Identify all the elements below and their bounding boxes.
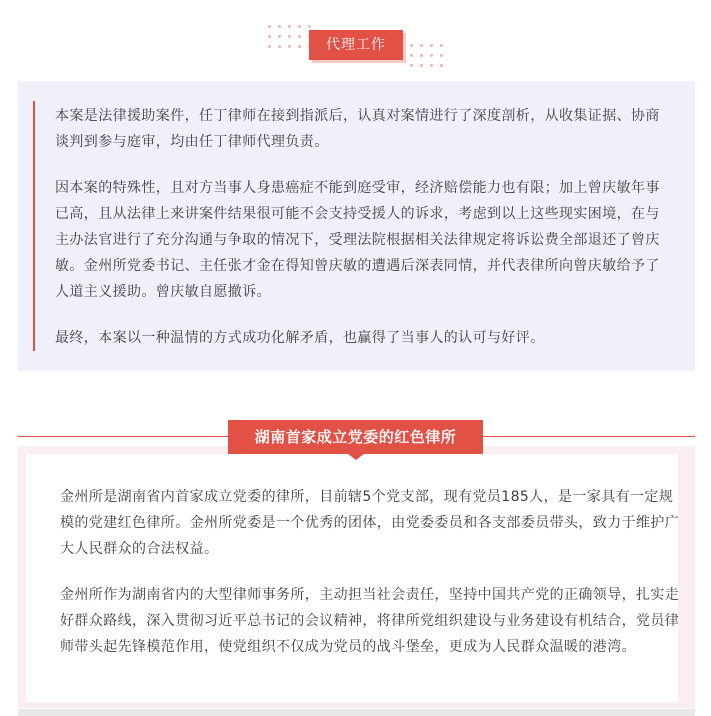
divider-line-right — [474, 436, 695, 437]
section-banner-red-law-firm: 湖南首家成立党委的红色律所 — [228, 420, 483, 454]
law-firm-intro-text — [60, 484, 680, 680]
accent-bar — [33, 101, 35, 351]
case-description-text — [55, 103, 673, 371]
bottom-strip — [18, 709, 695, 716]
paragraph: 因本案的特殊性，且对方当事人身患癌症不能到庭受审，经济赔偿能力也有限；加上曾庆敏年事已高，且从法律上来讲案件结果很可能不会支持受援人的诉求，考虑到以上这些现实困境，在与主办法官进行了充分沟通与争取的情况下，受理法院根据相关法律规定将诉讼费全部退还了曾庆敏。金州所党委书记、主任张才金在得知曾庆敏的遭遇后深表同情，并代表律所向曾庆敏给予了人道主义援助。曾庆敏自愿撤诉。 — [55, 180, 660, 300]
divider-line-left — [18, 436, 236, 437]
paragraph: 本案是法律援助案件，任丁律师在接到指派后，认真对案情进行了深度剖析，从收集证据、协商谈判到参与庭审，均由任丁律师代理负责。 — [55, 108, 660, 150]
paragraph: 金州所是湖南省内首家成立党委的律所，目前辖5个党支部，现有党员185人，是一家具有一定规模的党建红色律所。金州所党委是一个优秀的团体，由党委委员和各支部委员带头，致力于维护广大人民群众的合法权益。 — [60, 489, 680, 557]
law-firm-intro-panel — [26, 454, 678, 702]
law-firm-intro-frame — [18, 446, 695, 708]
decorative-dots-left — [268, 25, 311, 48]
decorative-dots-right — [410, 44, 443, 67]
paragraph: 最终，本案以一种温情的方式成功化解矛盾，也赢得了当事人的认可与好评。 — [55, 330, 545, 346]
case-description-panel — [18, 81, 695, 371]
paragraph: 金州所作为湖南省内的大型律师事务所，主动担当社会责任，坚持中国共产党的正确领导，扎实走好群众路线，深入贯彻习近平总书记的会议精神，将律所党组织建设与业务建设有机结合，党员律师带头起先锋模范作用，使党组织不仅成为党员的战斗堡垒，更成为人民群众温暖的港湾。 — [60, 587, 680, 655]
section-tag-daili-gongzuo: 代理工作 — [309, 30, 403, 60]
